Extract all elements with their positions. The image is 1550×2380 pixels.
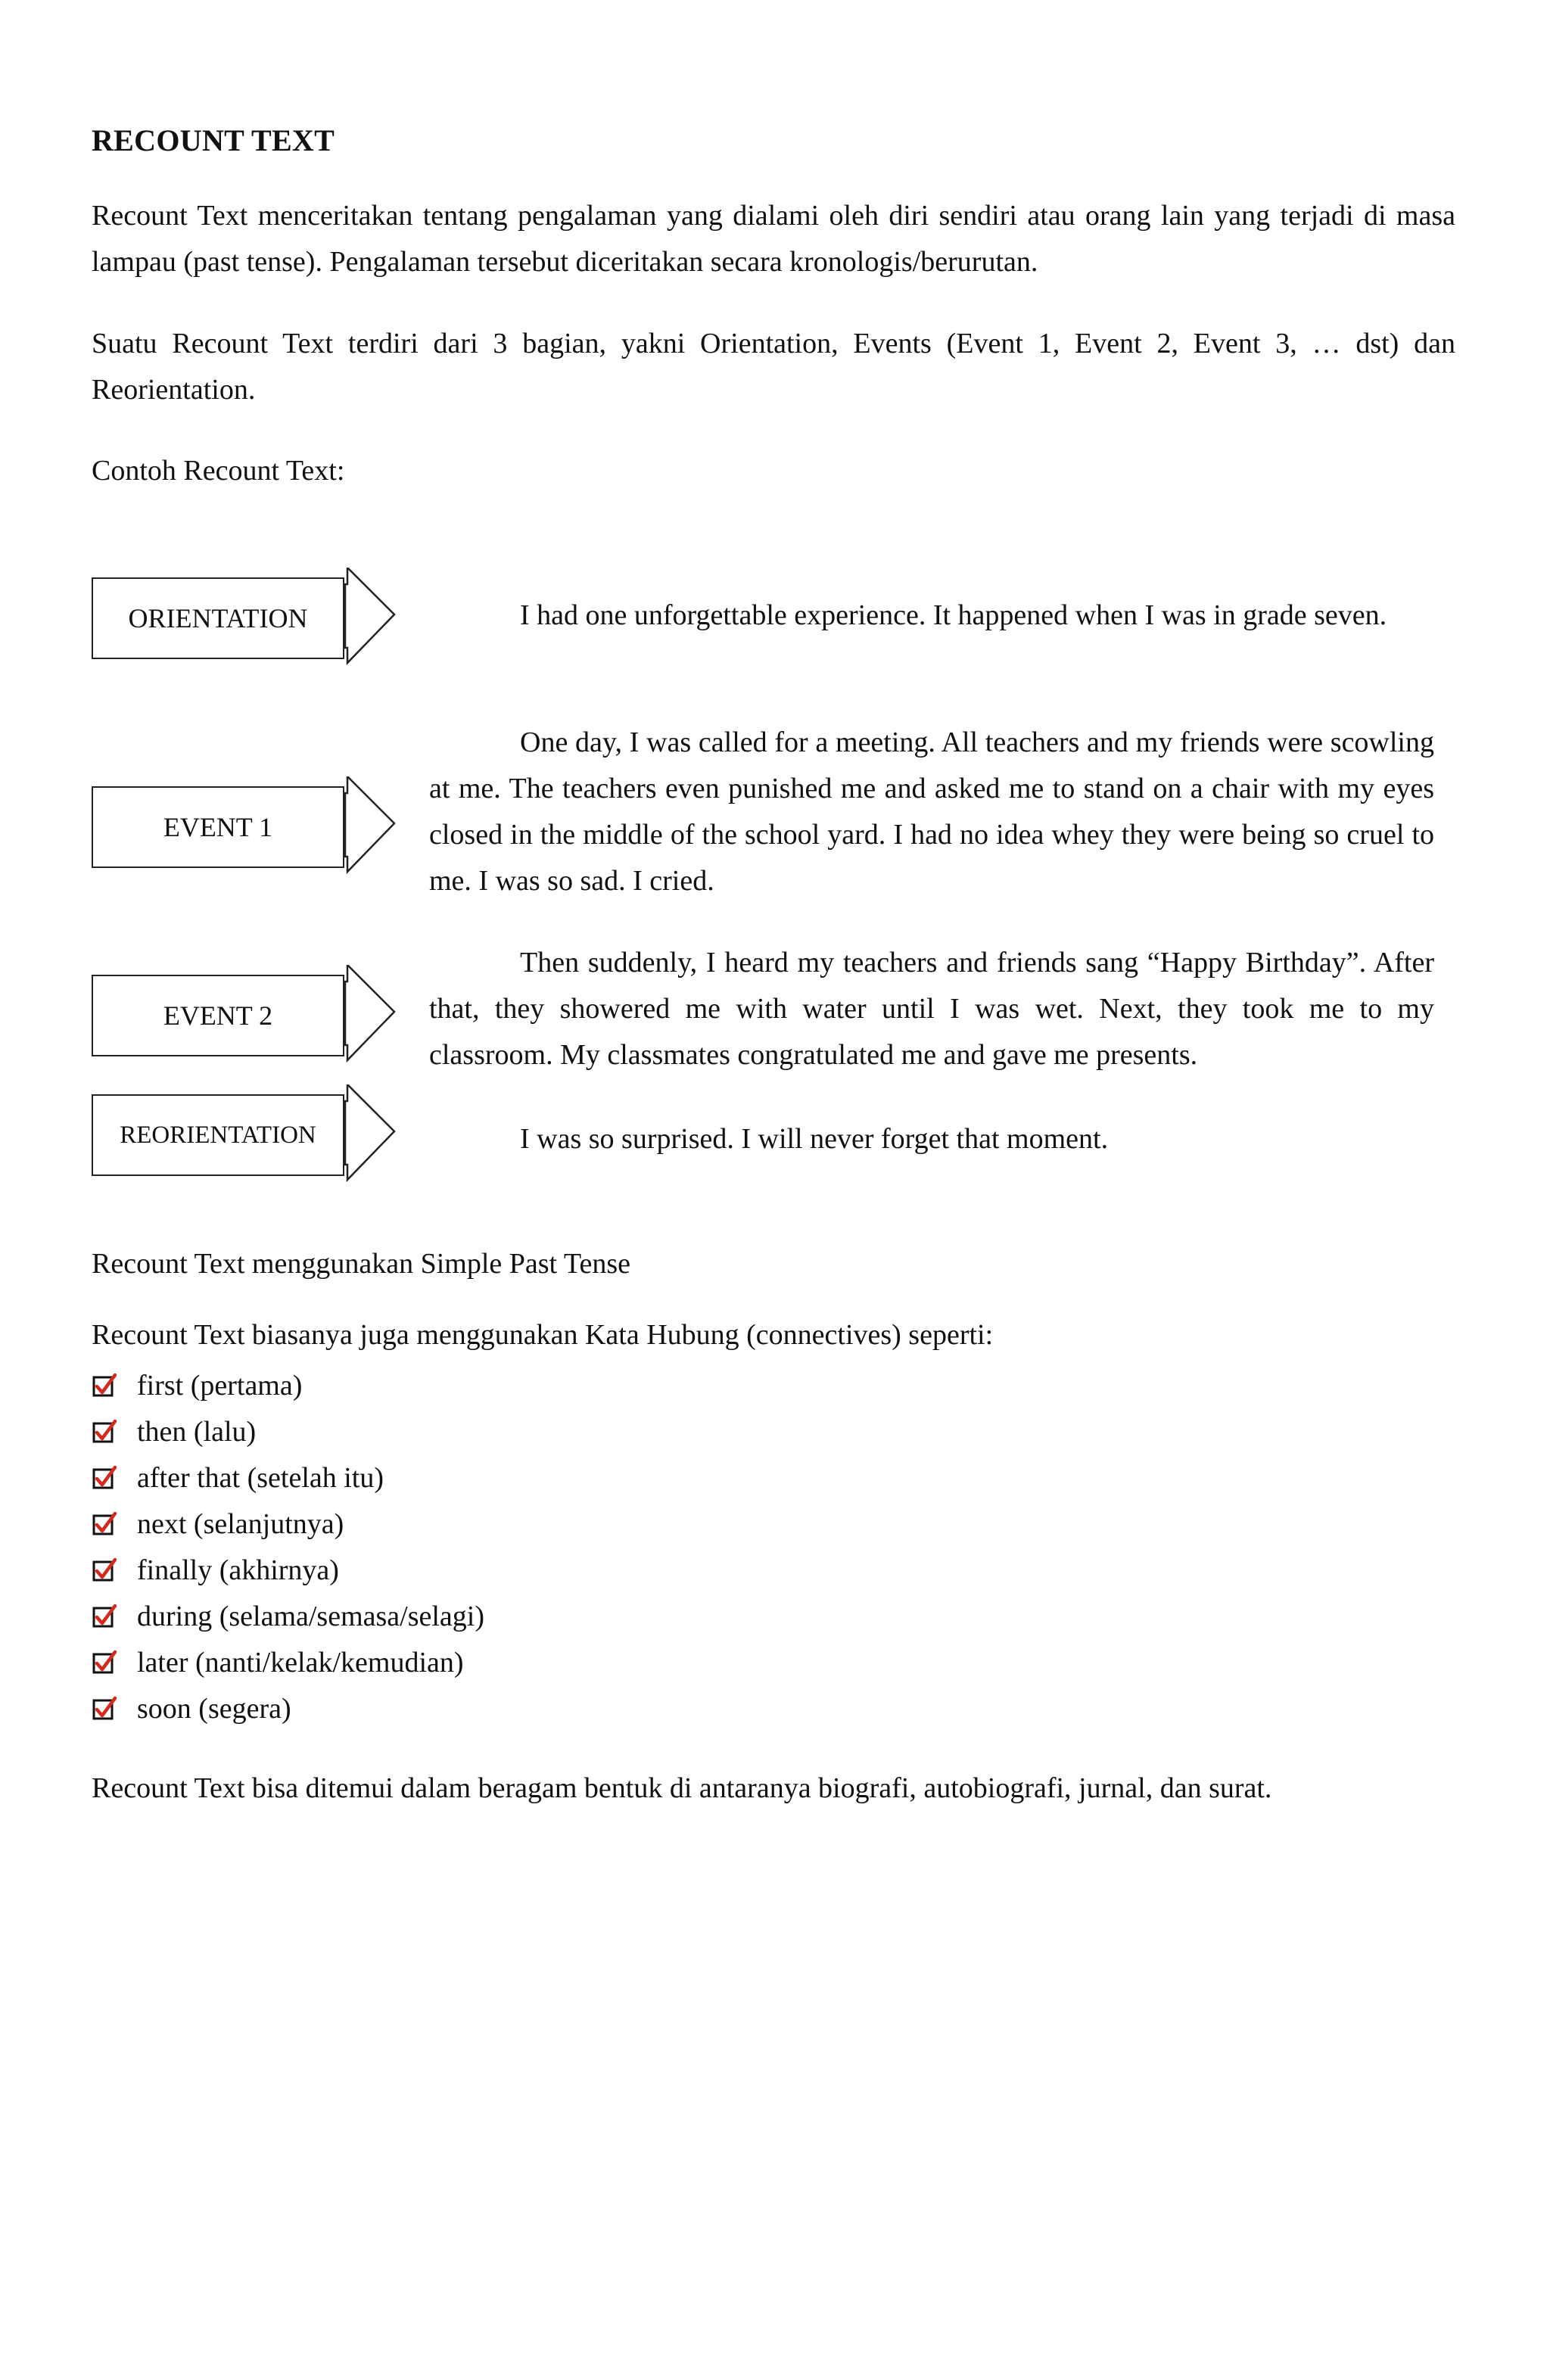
story-event-2-text: Then suddenly, I heard my teachers and friends sang “Happy Birthday”. After that, they showered me with water until I was wet. Next, they took me to my classroom. My classmates congratulated me and gave me presents. xyxy=(429,947,1434,1071)
label-box-orientation: ORIENTATION xyxy=(92,577,344,659)
tense-note: Recount Text menggunakan Simple Past Tense xyxy=(92,1248,630,1280)
label-box-reorientation: REORIENTATION xyxy=(92,1094,344,1176)
checkbox-checked-icon xyxy=(92,1511,117,1537)
example-label: Contoh Recount Text: xyxy=(92,455,345,487)
page-title: RECOUNT TEXT xyxy=(92,123,335,157)
list-item xyxy=(92,1547,484,1593)
list-item-text: first (pertama) xyxy=(137,1369,303,1402)
list-item xyxy=(92,1685,484,1731)
arrow-right-icon xyxy=(344,1084,397,1190)
intro-paragraph-definition: Recount Text menceritakan tentang pengalaman yang dialami oleh diri sendiri atau orang lain yang terjadi di masa lampau (past tense). Pengalaman tersebut diceritakan secara kronologis/berurutan. xyxy=(92,200,1455,278)
label-box-event-1: EVENT 1 xyxy=(92,786,344,868)
forms-note: Recount Text bisa ditemui dalam beragam bentuk di antaranya biografi, autobiografi, jurnal, dan surat. xyxy=(92,1772,1272,1804)
arrow-right-icon xyxy=(344,965,397,1071)
arrow-right-icon xyxy=(344,568,397,674)
story-orientation-text: I had one unforgettable experience. It happened when I was in grade seven. xyxy=(520,599,1387,631)
list-item-text: soon (segera) xyxy=(137,1692,291,1725)
list-item-text: then (lalu) xyxy=(137,1415,257,1448)
label-box-event-2: EVENT 2 xyxy=(92,975,344,1056)
list-item-text: after that (setelah itu) xyxy=(137,1461,384,1494)
list-item xyxy=(92,1408,484,1454)
checkbox-checked-icon xyxy=(92,1419,117,1445)
connectives-intro: Recount Text biasanya juga menggunakan Kata Hubung (connectives) seperti: xyxy=(92,1319,994,1351)
story-event-1-text: One day, I was called for a meeting. All teachers and my friends were scowling at me. The teachers even punished me and asked me to stand on a chair with my eyes closed in the middle of the school yard. I had no idea whey they were being so cruel to me. I was so sad. I cried. xyxy=(429,726,1434,897)
list-item xyxy=(92,1593,484,1639)
checkbox-checked-icon xyxy=(92,1696,117,1722)
list-item-text: later (nanti/kelak/kemudian) xyxy=(137,1646,464,1678)
intro-paragraph-structure: Suatu Recount Text terdiri dari 3 bagian, yakni Orientation, Events (Event 1, Event 2, Event 3, … dst) dan Reorientation. xyxy=(92,328,1455,406)
list-item xyxy=(92,1639,484,1685)
checkbox-checked-icon xyxy=(92,1604,117,1629)
list-item xyxy=(92,1362,484,1408)
checkbox-checked-icon xyxy=(92,1650,117,1675)
list-item-text: finally (akhirnya) xyxy=(137,1554,339,1586)
arrow-right-icon xyxy=(344,776,397,882)
checkbox-checked-icon xyxy=(92,1373,117,1398)
list-item xyxy=(92,1501,484,1547)
checkbox-checked-icon xyxy=(92,1465,117,1491)
list-item-text: during (selama/semasa/selagi) xyxy=(137,1600,485,1632)
checkbox-checked-icon xyxy=(92,1557,117,1583)
connectives-list xyxy=(92,1362,484,1731)
list-item-text: next (selanjutnya) xyxy=(137,1507,344,1540)
story-reorientation-text: I was so surprised. I will never forget that moment. xyxy=(520,1123,1109,1155)
list-item xyxy=(92,1454,484,1501)
